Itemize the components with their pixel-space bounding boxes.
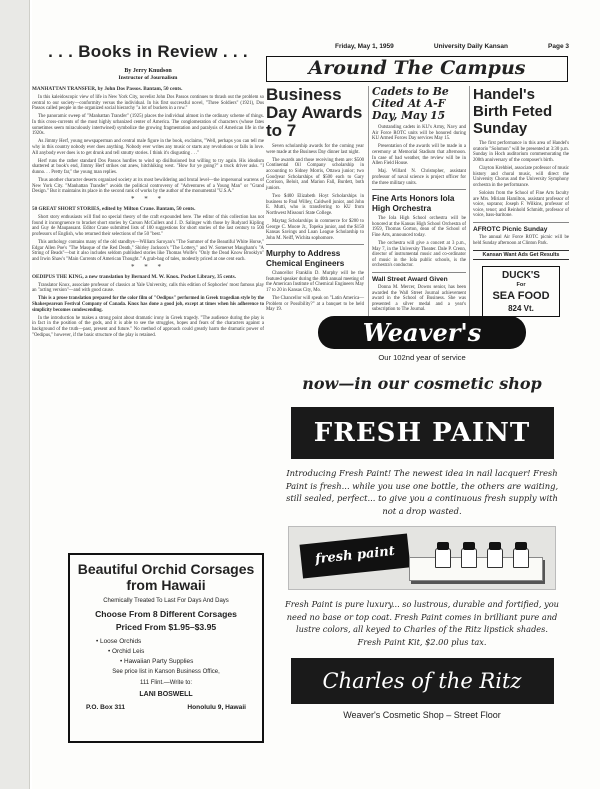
want-ads-slogan: Kansan Want Ads Get Results xyxy=(473,250,569,260)
orchid-ad-line: Chemically Treated To Last For Days And Days xyxy=(103,598,229,604)
byline-title: Instructor of Journalism xyxy=(118,75,178,81)
weavers-logo: Weaver's xyxy=(318,316,526,349)
divider xyxy=(473,222,569,223)
header-paper: University Daily Kansan xyxy=(433,43,508,50)
story-paragraph: The Iola High School orchestra will be honored at the Kansas High School Orchestra of 1959, Thomas Gorton, dean of the School of Fine Arts, announced today. xyxy=(372,216,466,238)
campus-column-a xyxy=(266,86,364,316)
review-paragraph: In the introduction he makes a strong point about dramatic irony in Greek tragedy. "The audience during the play is in fact in the position of the gods, and it is able to see the struggles, hopes and fears of the characters against a background of the truth—past, present and future." No method of approach could greatly harm the dramatic power of "Oedipus," however, if the basic structure of the play is retained. xyxy=(32,315,264,338)
orchid-ad-item: • Loose Orchids xyxy=(96,638,142,645)
story-paragraph: Chancellor Franklin D. Murphy will be the featured speaker during the 40th annual meeting of the American Institute of Chemical Engineers May 17 to 20 in Kansas City, Mo. xyxy=(266,271,364,294)
review-paragraph: Herf runs the rather standard Dos Passos hurdles to wind up disillusioned but willing to try again. His idealism shattered at book's end, Jimmy Herf strikes out anew, hitchhiking west. "How fur ye going?" a truck driver asks. "I dunno. . . Pretty far," the young man replies. xyxy=(32,158,264,175)
orchid-corsage-ad xyxy=(68,553,264,743)
fresh-paint-intro: Introducing Fresh Paint! The newest idea in nail lacquer! Fresh Paint is fresh... while you use one bottle, the others are waiting, still sealed, perfect... to give you a continuous fresh supply with not a drop wasted. xyxy=(285,468,559,516)
bottle-cap-icon xyxy=(515,542,527,550)
bottle-icon xyxy=(435,548,451,568)
fresh-paint-brush-label: fresh paint xyxy=(300,533,411,578)
ducks-seafood-ad xyxy=(482,266,560,317)
review-paragraph: This anthology contains many of the old standbys—William Saroyan's "The Summer of the Beautiful White Horse," Edgar Allen Poe's "The Masque of the Red Death," Shirley Jackson's "The Lottery," and W. Somerset Maugham's "A String of Beads"—but it also includes seldom published stories like Thomas Wolfe's "Only the Dead Know Brooklyn" and Irwin Shaw's "Main Currents of American Thought." A grab-bag of tales, modestly priced at one cent each. xyxy=(32,240,264,262)
review-paragraph: The panoramic sweep of "Manhattan Transfer" (1925) places the individual almost in the ordinary scheme of things. In this cross-currents of the most highly urbanized center of America. The conglomeration of characters (whose fates sometimes seem miraculously intertwined) symbolize the growing fragmentation and paralysis of American life in the 1920s. xyxy=(32,114,264,137)
section-divider: * * * xyxy=(131,263,165,271)
orchid-ad-price: Priced From $1.95–$3.95 xyxy=(115,622,217,632)
campus-column-c xyxy=(469,86,569,317)
fresh-paint-kit-illustration xyxy=(288,526,556,590)
byline: By Jerry Knudson xyxy=(124,68,172,74)
orchid-ad-items xyxy=(96,638,256,665)
orchid-ad-line: 111 Flint.—Write to: xyxy=(139,680,193,686)
review-heading: MANHATTAN TRANSFER, by John Dos Passos. Bantam, 50 cents. xyxy=(32,86,183,92)
reviews-body xyxy=(32,86,264,338)
handel-headline: Handel's Birth Feted Sunday xyxy=(473,86,553,137)
handel-story xyxy=(473,141,569,219)
header-date: Friday, May 1, 1959 xyxy=(335,43,394,50)
story-paragraph: The Chancellor will speak on "Latin America—Problem or Possibility?" at a banquet to be held May 19. xyxy=(266,296,365,313)
orchid-ad-contact-name: LANI BOSWELL xyxy=(139,691,193,698)
business-day-story xyxy=(266,144,364,241)
ducks-ad-seafood: SEA FOOD xyxy=(492,290,550,303)
bottle-icon xyxy=(487,548,503,568)
divider xyxy=(372,189,466,190)
weavers-shop-location: Weaver's Cosmetic Shop – Street Floor xyxy=(343,710,501,720)
fine-arts-story xyxy=(372,216,466,269)
campus-column-b xyxy=(368,86,466,316)
bottle-cap-icon xyxy=(489,542,501,550)
divider xyxy=(266,244,364,245)
orchid-ad-item: • Hawaiian Party Supplies xyxy=(120,658,194,665)
wall-street-headline: Wall Street Award Given xyxy=(372,276,448,284)
weavers-anniversary: Our 102nd year of service xyxy=(378,353,466,362)
page-header xyxy=(335,43,569,50)
ducks-ad-name: DUCK'S xyxy=(502,270,540,282)
murphy-story xyxy=(266,271,364,313)
orchid-ad-line: Choose From 8 Different Corsages xyxy=(95,609,237,619)
ducks-ad-address: 824 Vt. xyxy=(508,304,534,314)
fresh-paint-banner: FRESH PAINT xyxy=(291,407,554,459)
bottle-cap-icon xyxy=(437,542,449,550)
story-paragraph: Two $400 Elizabeth Hoyt Scholarships in business to Paul Willey, Caldwell junior, and John E. Mutti, who is transferring to KU from Northwest Missouri State College. xyxy=(266,193,364,216)
charles-of-the-ritz-logo: Charles of the Ritz xyxy=(291,658,554,704)
review-paragraph: Short story enthusiasts will find no special theory of the craft expounded here. The editor of this collection has not found it incongruence to bracket short stories by Carson McCullers and J. D. Salinger with those by Rudyard Kipling and Guy de Maupassant. Editor Crane submitted lists of 100 suggestions for short stories of the last century to 500 professors of English, who returned their selections of the 50 "best." xyxy=(32,215,264,237)
header-page-number: Page 3 xyxy=(548,43,569,50)
fresh-paint-description: Fresh Paint is pure luxury... so lustrous, durable and fortified, you need no base or top coat. Fresh Paint comes in brilliant pure and lustre colors, all keyed to Charles of the Ritz lipstick shades. Fresh Paint Kit, $2.00 plus tax. xyxy=(285,599,559,647)
orchid-ad-address xyxy=(76,704,256,711)
story-paragraph: The annual Air Force ROTC picnic will be held Sunday afternoon at Clinton Park. xyxy=(473,234,569,246)
afrotc-story xyxy=(473,235,569,246)
review-paragraph: Thus another character deserts organized society at its most bewildering and brutal level—the impersonal warrens of New York City. "Manhattan Transfer" avoids the political controversy of "Adventures of a Young Man" or "Grand Design." But it maintains its place in the second rank of works by the author of the monumental "U.S.A." xyxy=(32,178,264,195)
around-the-campus-banner: Around The Campus xyxy=(266,56,568,82)
orchid-ad-title: Beautiful Orchid Corsages from Hawaii xyxy=(77,561,255,593)
cadets-headline: Cadets to Be Cited At A-F Day, May 15 xyxy=(372,85,449,122)
bottle-icon xyxy=(513,548,529,568)
review-paragraph: This is a prose translation prepared for the color film of "Oedipus" performed in Greek tragedian style by the Shakespearean Festival Company of Canada. Knox has done a good job, except at times when his adherence to simplicity becomes condescending. xyxy=(32,296,264,313)
business-day-headline: Business Day Awards to 7 xyxy=(266,85,363,140)
orchid-ad-item: • Orchid Leis xyxy=(108,648,145,655)
ducks-ad-for: For xyxy=(516,282,526,289)
story-paragraph: The first performance in this area of Handel's oratorio "Solomon" will be presented at 3:30 p.m. Sunday in Hoch auditorium commemorating the 200th anniversary of the composer's birth. xyxy=(473,141,569,163)
story-paragraph: Presentation of the awards will be made in a ceremony at Memorial Stadium that afternoon. In case of bad weather, the review will be in Allen Field House. xyxy=(372,144,466,167)
review-paragraph: In this kaleidoscopic view of life in New York City, novelist John Dos Passos continues to thrash out the problem so central to our society—conformity versus the individual. In his first successful novel, "Three Soldiers" (1921), Dos Passos called people in the organized social hierarchy "a lot of buckets in a row." xyxy=(32,95,264,112)
bottle-icon xyxy=(461,548,477,568)
story-paragraph: Soloists from the School of Fine Arts faculty are Mrs. Miriam Hamilton, assistant professor of voice, soprano; Joseph F. Wilkins, professor of voice, tenor; and Reinhold Schmidt, professor of voice, bass-baritone. xyxy=(473,190,569,219)
review-paragraph: Translator Knox, associate professor of classics at Yale University, calls this edition of Sophocles' most famous play an "acting version"—and with good cause. xyxy=(32,282,264,294)
binder-margin xyxy=(0,0,30,789)
fine-arts-headline: Fine Arts Honors Iola High Orchestra xyxy=(372,194,455,213)
review-paragraph: As Jimmy Herf, young newspaperman and central male figure in the book, exclaims, "Well, perhaps you can tell me why in this country nobody ever does anything. Nobody ever writes any music or starts any revolutions or falls in love. All anybody ever does is to get drunk and tell smutty stories. I think it's disgusting . . ." xyxy=(32,139,264,156)
story-paragraph: Outstanding cadets in KU's Army, Navy and Air Force ROTC units will be honored during KU Armed Forces Day services May 15. xyxy=(372,125,466,142)
story-paragraph: Maytag Scholarships in commerce for $200 to George C. Moore Jr., Topeka junior, and the $150 Kansas Savings and Loan League Scholarship to John M. Neiff, Wichita sophomore. xyxy=(266,218,364,241)
orchid-ad-po-box: P.O. Box 311 xyxy=(86,704,126,711)
story-paragraph: Clayton Krehbiel, associate professor of music history and choral music, will direct the University Chorus and the University Symphony orchestra in the performance. xyxy=(473,165,569,188)
orchid-ad-city: Honolulu 9, Hawaii xyxy=(187,704,246,711)
review-heading: 50 GREAT SHORT STORIES, edited by Milton Crane. Bantam, 50 cents. xyxy=(32,206,196,213)
wall-street-story xyxy=(372,285,466,313)
weavers-fresh-paint-ad xyxy=(277,316,567,770)
story-paragraph: The awards and those receiving them are: $500 Continental Oil Company scholarship in accounting to Sidney Morris, Ottawa junior; two Goodyear Scholarships of $500 each to Gary Corrison, Beloit, and Marion Fall, Burdett, both juniors. xyxy=(266,157,364,191)
books-in-review-column xyxy=(32,40,264,341)
story-paragraph: The orchestra will give a concert at 3 p.m., May 7, in the University Theater. Dale P. Crenn, director of instrumental music and co-ordinator of music in the Iola public schools, is the orchestra's conductor. xyxy=(372,241,466,269)
weavers-tagline: now—in our cosmetic shop xyxy=(302,374,542,393)
review-heading: OEDIPUS THE KING, a new translation by Bernard M. W. Knox. Pocket Library, 35 cents. xyxy=(32,273,236,280)
divider xyxy=(372,272,466,273)
cadets-story xyxy=(372,125,466,186)
bottle-cap-icon xyxy=(463,542,475,550)
story-paragraph: Seven scholarship awards for the coming year were made at the Business Day dinner last night. xyxy=(266,144,364,155)
story-paragraph: Donna M. Mercer, Downs senior, has been awarded the Wall Street Journal achievement award in the School of Business. She was presented a silver medal and a year's subscription to The Journal. xyxy=(372,285,466,313)
afrotc-headline: AFROTC Picnic Sunday xyxy=(473,225,548,233)
orchid-ad-line: See price list in Kanson Business Office, xyxy=(112,669,220,675)
story-paragraph: Maj. Willard N. Christopher, assistant professor of naval science is project officer for the three military units. xyxy=(372,169,466,186)
section-divider: * * * xyxy=(131,195,165,204)
murphy-headline: Murphy to Address Chemical Engineers xyxy=(266,249,345,268)
books-title: . . . Books in Review . . . xyxy=(48,42,248,61)
